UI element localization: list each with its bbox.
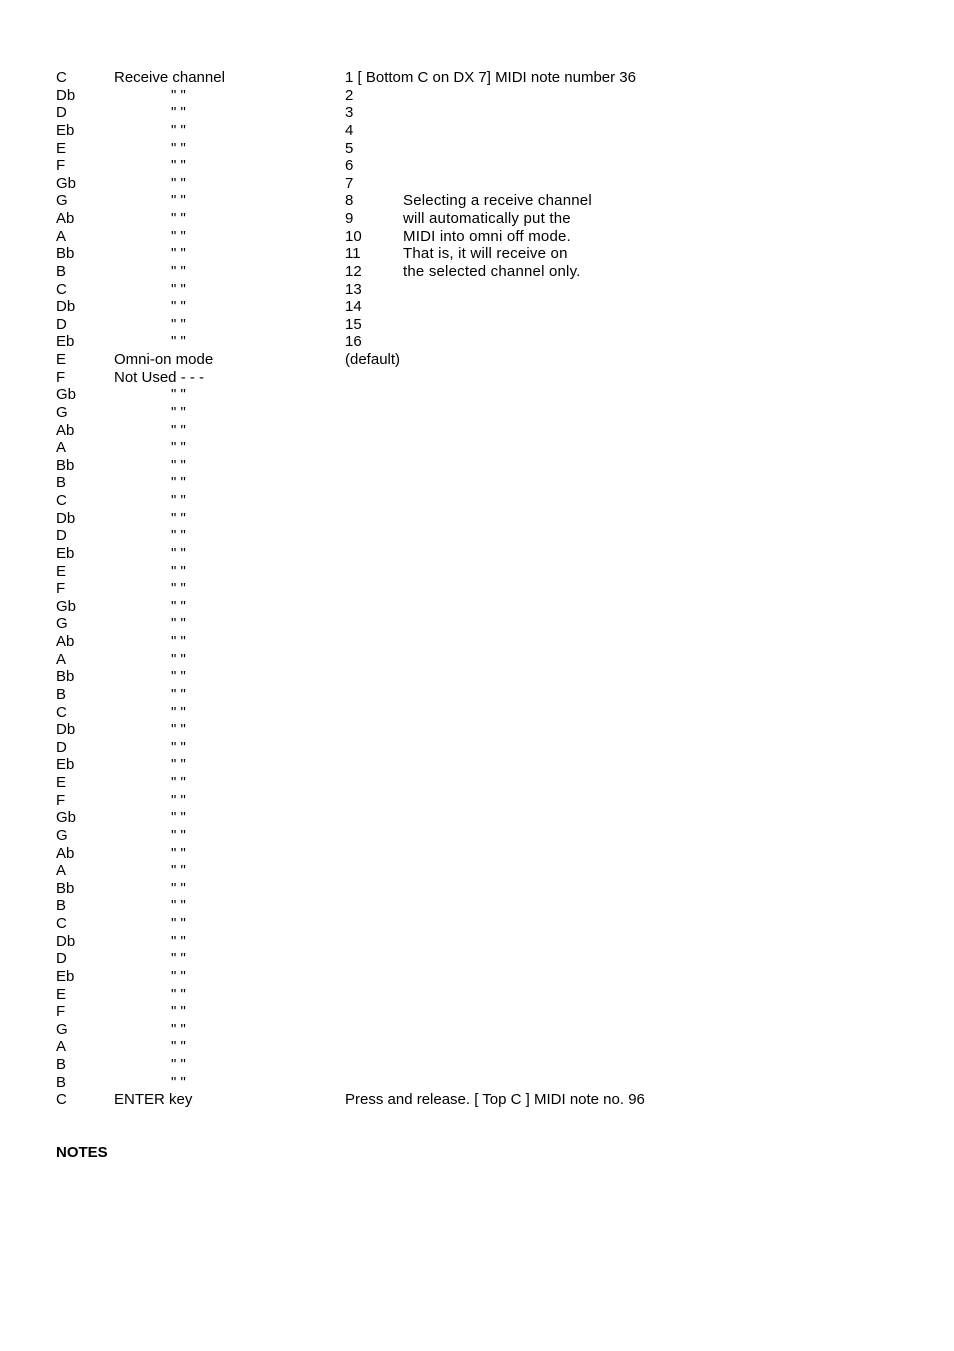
ditto-mark: " " (171, 157, 186, 175)
note-name: Ab (56, 421, 75, 439)
table-row (56, 933, 916, 951)
ditto-mark: " " (171, 280, 186, 298)
channel-value: 7 (345, 174, 354, 192)
function-label: ENTER key (114, 1091, 193, 1109)
table-row (56, 563, 916, 581)
ditto-mark: " " (171, 492, 186, 509)
table-row (56, 228, 916, 246)
ditto-mark: " " (171, 403, 186, 421)
table-row (56, 439, 916, 457)
ditto-mark: " " (171, 1003, 186, 1021)
note-name: Ab (56, 844, 75, 862)
channel-value: 12 (345, 262, 362, 280)
comment-text: Selecting a receive channel (403, 192, 592, 210)
table-row (56, 686, 916, 704)
note-name: F (56, 157, 66, 175)
table-row (56, 122, 916, 140)
ditto-mark: " " (171, 1020, 186, 1038)
table-row (56, 615, 916, 633)
note-name: Gb (56, 174, 77, 192)
table-row (56, 845, 916, 863)
ditto-mark: " " (171, 474, 186, 492)
note-name: B (56, 1056, 67, 1073)
table-row (56, 527, 916, 545)
table-row (56, 263, 916, 281)
channel-value: 1 [ Bottom C on DX 7] MIDI note number 36 (345, 69, 636, 86)
table-row (56, 1056, 916, 1074)
note-name: B (56, 897, 67, 915)
note-name: G (56, 1020, 68, 1038)
note-name: C (56, 703, 67, 721)
note-name: D (56, 738, 67, 756)
channel-value: 8 (345, 192, 354, 210)
ditto-mark: " " (171, 615, 186, 633)
table-row (56, 457, 916, 475)
table-row (56, 968, 916, 986)
ditto-mark: " " (171, 985, 186, 1003)
table-row (56, 792, 916, 810)
note-name: Db (56, 509, 76, 527)
ditto-mark: " " (171, 703, 186, 721)
function-label: Not Used - - - (114, 368, 205, 386)
ditto-mark: " " (171, 967, 186, 985)
note-name: Eb (56, 121, 75, 139)
table-row (56, 950, 916, 968)
channel-value: 10 (345, 227, 362, 245)
table-row (56, 862, 916, 880)
function-label: Receive channel (114, 69, 225, 86)
note-name: E (56, 351, 67, 368)
ditto-mark: " " (171, 597, 186, 615)
ditto-mark: " " (171, 580, 186, 598)
note-name: Eb (56, 544, 75, 562)
ditto-mark: " " (171, 1056, 186, 1073)
ditto-mark: " " (171, 174, 186, 192)
ditto-mark: " " (171, 315, 186, 333)
note-name: Eb (56, 756, 75, 774)
channel-value: 11 (345, 245, 361, 263)
note-name: Gb (56, 597, 77, 615)
note-name: E (56, 774, 67, 791)
note-name: A (56, 227, 67, 245)
ditto-mark: " " (171, 685, 186, 703)
table-row (56, 87, 916, 105)
ditto-mark: " " (171, 721, 186, 739)
note-name: C (56, 69, 67, 86)
note-name: B (56, 262, 67, 280)
note-name: B (56, 685, 67, 703)
table-row (56, 1091, 916, 1109)
note-name: E (56, 985, 67, 1003)
ditto-mark: " " (171, 844, 186, 862)
table-row (56, 721, 916, 739)
ditto-mark: " " (171, 1073, 186, 1091)
ditto-mark: " " (171, 950, 186, 968)
ditto-mark: " " (171, 633, 186, 650)
table-row (56, 281, 916, 299)
table-row (56, 668, 916, 686)
note-name: A (56, 1038, 67, 1056)
table-row (56, 351, 916, 369)
note-name: D (56, 527, 67, 545)
channel-value: 14 (345, 298, 362, 316)
channel-value: 6 (345, 157, 354, 175)
comment-text: the selected channel only. (403, 262, 581, 280)
table-row (56, 633, 916, 651)
table-row (56, 580, 916, 598)
table-row (56, 245, 916, 263)
table-row (56, 386, 916, 404)
note-name: Bb (56, 668, 75, 686)
note-name: F (56, 368, 66, 386)
ditto-mark: " " (171, 192, 186, 210)
table-row (56, 545, 916, 563)
note-name: Db (56, 298, 76, 316)
ditto-mark: " " (171, 1038, 186, 1056)
ditto-mark: " " (171, 139, 186, 157)
ditto-mark: " " (171, 121, 186, 139)
note-name: Bb (56, 879, 75, 897)
table-row (56, 915, 916, 933)
ditto-mark: " " (171, 809, 186, 827)
note-name: Db (56, 932, 76, 950)
note-name: E (56, 139, 67, 157)
table-row (56, 880, 916, 898)
note-name: D (56, 950, 67, 968)
table-row (56, 1038, 916, 1056)
note-name: A (56, 862, 67, 880)
table-row (56, 404, 916, 422)
table-row (56, 510, 916, 528)
table-row (56, 1003, 916, 1021)
ditto-mark: " " (171, 668, 186, 686)
ditto-mark: " " (171, 262, 186, 280)
ditto-mark: " " (171, 650, 186, 668)
comment-text: MIDI into omni off mode. (403, 227, 571, 245)
channel-value: 15 (345, 315, 362, 333)
ditto-mark: " " (171, 86, 186, 104)
ditto-mark: " " (171, 562, 186, 580)
ditto-mark: " " (171, 509, 186, 527)
channel-value: 13 (345, 280, 362, 298)
note-name: B (56, 1073, 67, 1091)
ditto-mark: " " (171, 791, 186, 809)
note-name: Bb (56, 456, 75, 474)
note-name: C (56, 280, 67, 298)
table-row (56, 474, 916, 492)
channel-value: 2 (345, 86, 354, 104)
midi-channel-table (56, 69, 916, 1109)
table-row (56, 140, 916, 158)
table-row (56, 827, 916, 845)
ditto-mark: " " (171, 439, 186, 457)
ditto-mark: " " (171, 456, 186, 474)
note-name: Gb (56, 386, 77, 404)
channel-value: 5 (345, 139, 354, 157)
note-name: C (56, 915, 67, 932)
ditto-mark: " " (171, 421, 186, 439)
note-name: G (56, 403, 68, 421)
function-label: Omni-on mode (114, 351, 214, 368)
table-row (56, 157, 916, 175)
note-name: F (56, 1003, 66, 1021)
table-row (56, 598, 916, 616)
ditto-mark: " " (171, 386, 186, 404)
table-row (56, 492, 916, 510)
note-name: Eb (56, 333, 75, 351)
table-row (56, 774, 916, 792)
note-name: A (56, 439, 67, 457)
note-name: F (56, 791, 66, 809)
note-name: Eb (56, 967, 75, 985)
ditto-mark: " " (171, 774, 186, 791)
table-row (56, 739, 916, 757)
ditto-mark: " " (171, 879, 186, 897)
note-name: G (56, 826, 68, 844)
ditto-mark: " " (171, 915, 186, 932)
table-row (56, 1074, 916, 1092)
ditto-mark: " " (171, 544, 186, 562)
channel-value: 16 (345, 333, 362, 351)
ditto-mark: " " (171, 245, 186, 263)
comment-text: will automatically put the (403, 210, 571, 227)
ditto-mark: " " (171, 227, 186, 245)
comment-text: That is, it will receive on (403, 245, 568, 263)
table-row (56, 104, 916, 122)
note-name: G (56, 615, 68, 633)
table-row (56, 986, 916, 1004)
table-row (56, 69, 916, 87)
note-name: Ab (56, 210, 75, 227)
note-name: F (56, 580, 66, 598)
table-row (56, 809, 916, 827)
ditto-mark: " " (171, 738, 186, 756)
ditto-mark: " " (171, 104, 186, 122)
table-row (56, 175, 916, 193)
channel-value: 4 (345, 121, 354, 139)
ditto-mark: " " (171, 527, 186, 545)
table-row (56, 210, 916, 228)
ditto-mark: " " (171, 932, 186, 950)
ditto-mark: " " (171, 897, 186, 915)
table-row (56, 704, 916, 722)
table-row (56, 316, 916, 334)
table-row (56, 1021, 916, 1039)
table-row (56, 756, 916, 774)
channel-value: 3 (345, 104, 354, 122)
notes-heading: NOTES (56, 1144, 108, 1161)
table-row (56, 422, 916, 440)
note-name: E (56, 562, 67, 580)
ditto-mark: " " (171, 862, 186, 880)
ditto-mark: " " (171, 298, 186, 316)
note-name: Gb (56, 809, 77, 827)
table-row (56, 651, 916, 669)
channel-value: Press and release. [ Top C ] MIDI note no. 96 (345, 1091, 645, 1109)
channel-value: 9 (345, 210, 354, 227)
note-name: G (56, 192, 68, 210)
table-row (56, 369, 916, 387)
ditto-mark: " " (171, 210, 186, 227)
note-name: Bb (56, 245, 75, 263)
note-name: B (56, 474, 67, 492)
note-name: D (56, 104, 67, 122)
note-name: Db (56, 721, 76, 739)
note-name: Ab (56, 633, 75, 650)
table-row (56, 298, 916, 316)
ditto-mark: " " (171, 826, 186, 844)
ditto-mark: " " (171, 756, 186, 774)
note-name: D (56, 315, 67, 333)
note-name: C (56, 492, 67, 509)
channel-value: (default) (345, 351, 401, 368)
note-name: C (56, 1091, 67, 1109)
ditto-mark: " " (171, 333, 186, 351)
table-row (56, 897, 916, 915)
note-name: Db (56, 86, 76, 104)
table-row (56, 333, 916, 351)
table-row (56, 192, 916, 210)
note-name: A (56, 650, 67, 668)
